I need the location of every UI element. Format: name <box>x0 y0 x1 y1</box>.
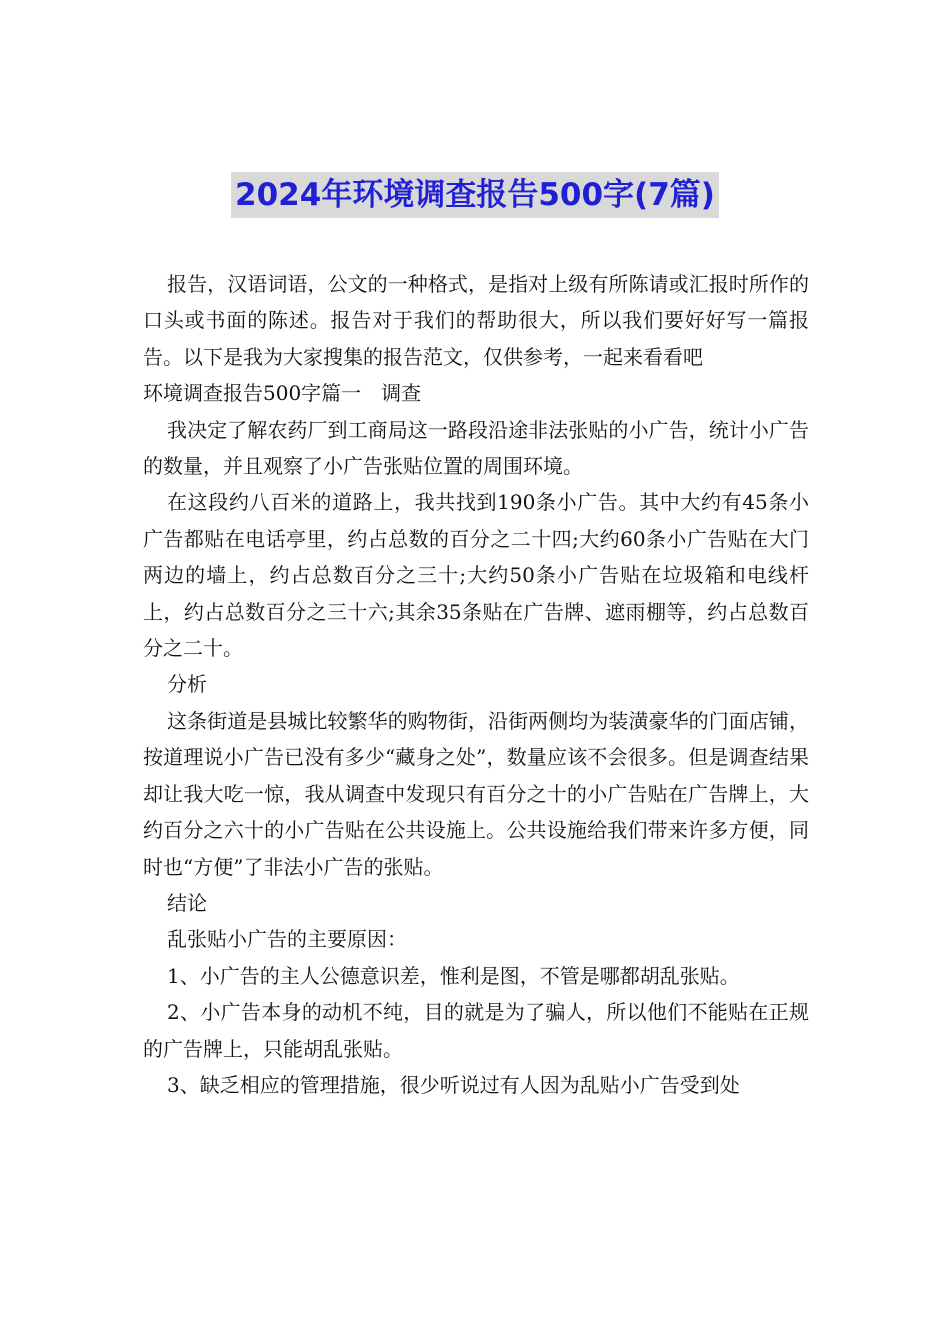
list-item: 2、小广告本身的动机不纯，目的就是为了骗人，所以他们不能贴在正规的广告牌上，只能胡乱张贴。 <box>143 1000 809 1061</box>
document-title: 2024年环境调查报告500字(7篇) <box>231 172 719 218</box>
document-body <box>143 266 809 1103</box>
title-container <box>0 172 950 218</box>
paragraph: 乱张贴小广告的主要原因： <box>167 927 407 952</box>
section-heading: 环境调查报告500字篇一 调查 <box>143 381 422 406</box>
list-item: 1、小广告的主人公德意识差，惟利是图，不管是哪都胡乱张贴。 <box>167 963 740 988</box>
paragraph: 这条街道是县城比较繁华的购物街，沿街两侧均为装潢豪华的门面店铺，按道理说小广告已没有多少“藏身之处”，数量应该不会很多。但是调查结果却让我大吃一惊，我从调查中发现只有百分之十的小广告贴在广告牌上，大约百分之六十的小广告贴在公共设施上。公共设施给我们带来许多方便，同时也“方便”了非法小广告的张贴。 <box>143 708 809 879</box>
paragraph: 在这段约八百米的道路上，我共找到190条小广告。其中大约有45条小广告都贴在电话亭里，约占总数的百分之二十四;大约60条小广告贴在大门两边的墙上，约占总数百分之三十;大约50条小广告贴在垃圾箱和电线杆上，约占总数百分之三十六;其余35条贴在广告牌、遮雨棚等，约占总数百分之二十。 <box>143 490 809 661</box>
subheading-analysis: 分析 <box>167 672 207 697</box>
list-item: 3、缺乏相应的管理措施，很少听说过有人因为乱贴小广告受到处 <box>167 1072 740 1097</box>
subheading-conclusion: 结论 <box>167 890 207 915</box>
paragraph: 我决定了解农药厂到工商局这一路段沿途非法张贴的小广告，统计小广告的数量，并且观察了小广告张贴位置的周围环境。 <box>143 417 809 479</box>
paragraph-intro: 报告，汉语词语，公文的一种格式，是指对上级有所陈请或汇报时所作的口头或书面的陈述。报告对于我们的帮助很大，所以我们要好好写一篇报告。以下是我为大家搜集的报告范文，仅供参考，一起来看看吧 <box>143 272 809 369</box>
